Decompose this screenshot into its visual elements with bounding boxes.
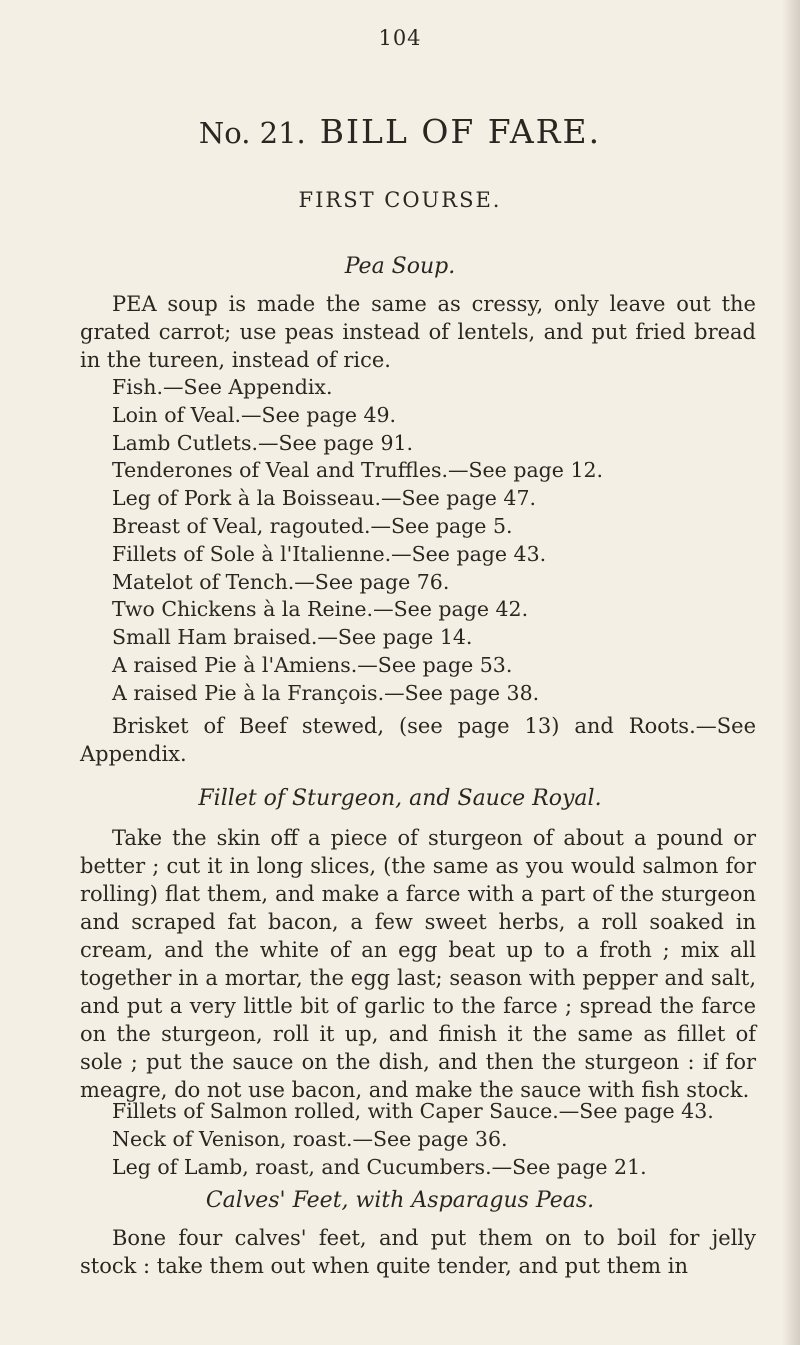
dish-list-2 — [112, 1098, 772, 1181]
dish-item: Leg of Pork à la Boisseau.—See page 47. — [112, 486, 537, 511]
dish-item: A raised Pie à la François.—See page 38. — [112, 680, 540, 705]
calves-feet-text: Bone four calves' feet, and put them on to boil for jelly stock : take them out when quite tender, and put them in — [80, 1226, 756, 1278]
dish-item: Fish.—See Appendix. — [112, 375, 333, 399]
dish-item: Lamb Cutlets.—See page 91. — [112, 430, 414, 455]
dish-item: Two Chickens à la Reine.—See page 42. — [112, 597, 529, 622]
pea-soup-text: PEA soup is made the same as cressy, only leave out the grated carrot; use peas instead of lentels, and put fried bread in the tureen, instead of rice. — [80, 292, 756, 372]
sturgeon-paragraph — [80, 824, 756, 1104]
dish-item: A raised Pie à l'Amiens.—See page 53. — [112, 652, 513, 677]
page-edge-shadow — [782, 0, 800, 1345]
bill-number: No. 21. — [198, 116, 306, 150]
dish-item: Fillets of Salmon rolled, with Caper Sauce.—See page 43. — [112, 1099, 714, 1123]
sturgeon-heading: Fillet of Sturgeon, and Sauce Royal. — [198, 786, 602, 811]
dish-item: Neck of Venison, roast.—See page 36. — [112, 1126, 508, 1151]
pea-soup-paragraph — [80, 290, 756, 374]
page-number: 104 — [378, 26, 422, 50]
dish-item: Loin of Veal.—See page 49. — [112, 402, 397, 427]
pea-soup-heading: Pea Soup. — [344, 254, 456, 279]
calves-feet-heading: Calves' Feet, with Asparagus Peas. — [205, 1188, 595, 1213]
dish-item: Breast of Veal, ragouted.—See page 5. — [112, 513, 513, 538]
bill-title — [0, 112, 800, 151]
dish-item: Fillets of Sole à l'Italienne.—See page 43. — [112, 541, 547, 566]
dish-item: Small Ham braised.—See page 14. — [112, 625, 473, 650]
bill-title-text: BILL OF FARE. — [319, 112, 602, 151]
brisket-paragraph — [80, 712, 756, 768]
dish-item: Tenderones of Veal and Truffles.—See page 12. — [112, 458, 604, 483]
sturgeon-text: Take the skin off a piece of sturgeon of about a pound or better ; cut it in long slices, (the same as you would salmon for rolling) flat them, and make a farce with a part of the sturgeon and scraped fat bacon, a few sweet herbs, a roll soaked in cream, and the white of an egg beat up to a froth ; mix all together in a mortar, the egg last; season with pepper and salt, and put a very little bit of garlic to the farce ; spread the farce on the sturgeon, roll it up, and finish it the same as fillet of sole ; put the sauce on the dish, and then the sturgeon : if for meagre, do not use bacon, and make the sauce with fish stock. — [80, 826, 756, 1102]
dish-item: Leg of Lamb, roast, and Cucumbers.—See page 21. — [112, 1154, 647, 1179]
course-heading: FIRST COURSE. — [298, 188, 502, 212]
calves-feet-paragraph — [80, 1224, 756, 1280]
dish-item: Matelot of Tench.—See page 76. — [112, 569, 450, 594]
brisket-text: Brisket of Beef stewed, (see page 13) and Roots.—See Appendix. — [80, 714, 756, 766]
dish-list-1 — [112, 374, 772, 708]
